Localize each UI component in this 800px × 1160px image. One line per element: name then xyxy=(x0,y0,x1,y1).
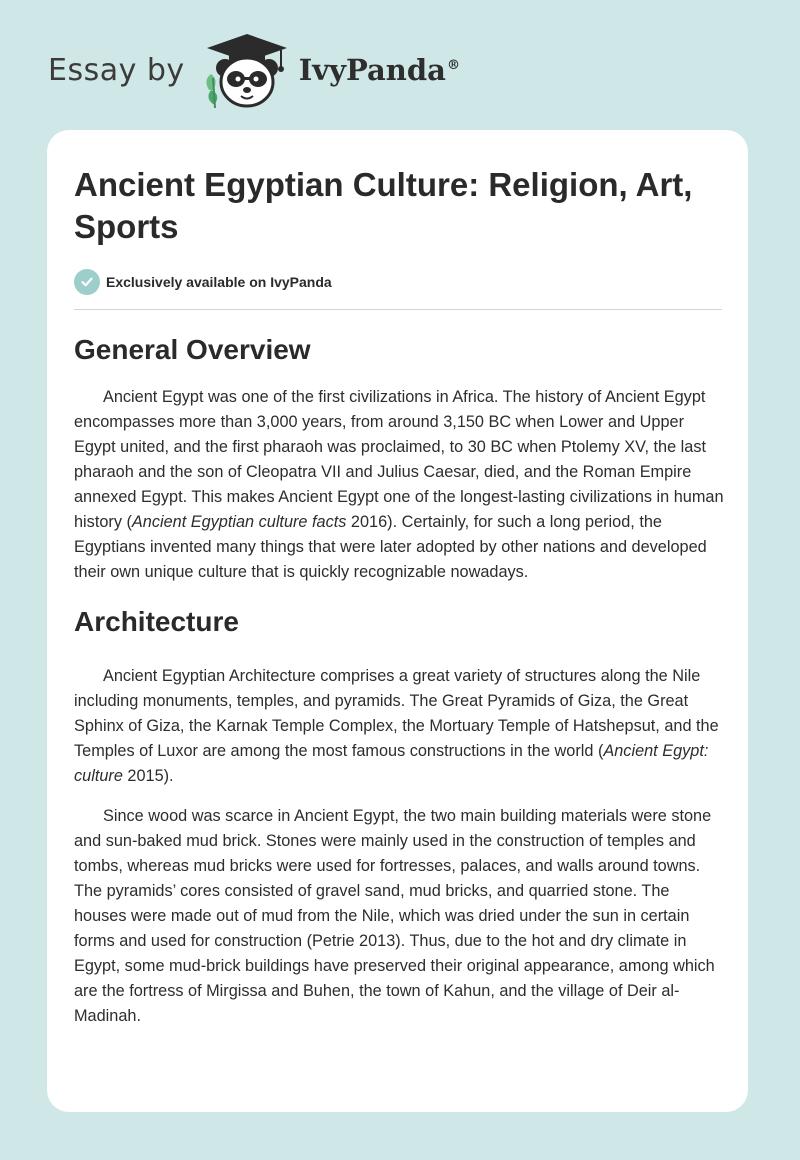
paragraph-text: Ancient Egyptian Architecture comprises a great variety of structures along the Nile including monuments, temples, and pyramids. The Great Pyramids of Giza, the Great Sphinx of Giza, the Karnak Temple Complex, the Mortuary Temple of Hatshepsut, and the Temples of Luxor are among the most famous constructions in the world ( xyxy=(74,667,719,760)
paragraph-text: Ancient Egypt was one of the first civilizations in Africa. The history of Ancient Egypt encompasses more than 3,000 years, from around 3,150 BC when Lower and Upper Egypt united, and the first pharaoh was proclaimed, to 30 BC when Ptolemy XV, the last pharaoh and the son of Cleopatra VII and Julius Caesar, died, and the Roman Empire annexed Egypt. This makes Ancient Egypt one of the longest-lasting civilizations in human history ( xyxy=(74,388,724,531)
paragraph xyxy=(74,664,724,789)
paragraph-text: 2016). Certainly, for such a long period, the Egyptians invented many things that were later adopted by other nations and developed their own unique culture that is quickly recognizable nowadays. xyxy=(74,513,707,581)
registered-mark: ® xyxy=(446,58,460,74)
divider xyxy=(74,309,722,310)
citation-title: Ancient Egyptian culture facts xyxy=(131,513,347,531)
brand-text: IvyPanda xyxy=(298,53,446,87)
citation-title: Ancient Egypt: culture xyxy=(74,742,709,785)
page-title: Ancient Egyptian Culture: Religion, Art, Sports xyxy=(74,166,693,245)
check-circle-icon xyxy=(74,269,100,295)
essay-by-label: Essay by xyxy=(48,52,185,88)
brand-name[interactable] xyxy=(299,53,460,87)
essay-card xyxy=(47,130,748,1112)
section-heading-architecture: Architecture xyxy=(74,606,239,637)
site-header xyxy=(48,30,460,110)
exclusive-badge xyxy=(74,268,722,296)
panda-logo-icon[interactable] xyxy=(201,30,293,110)
paragraph-text: 2015). xyxy=(122,767,174,785)
exclusive-label: Exclusively available on IvyPanda xyxy=(106,274,332,290)
section-heading-general-overview: General Overview xyxy=(74,334,311,365)
paragraph: Since wood was scarce in Ancient Egypt, the two main building materials were stone and sun-baked mud brick. Stones were mainly used in the construction of temples and tombs, whereas mud bricks were used for fortresses, palaces, and walls around towns. The pyramids’ cores consisted of gravel sand, mud bricks, and quarried stone. The houses were made out of mud from the Nile, which was dried under the sun in certain forms and used for construction (Petrie 2013). Thus, due to the hot and dry climate in Egypt, some mud-brick buildings have preserved their original appearance, among which are the fortress of Mirgissa and Buhen, the town of Kahun, and the village of Deir al-Madinah. xyxy=(74,807,715,1025)
paragraph xyxy=(74,385,724,585)
